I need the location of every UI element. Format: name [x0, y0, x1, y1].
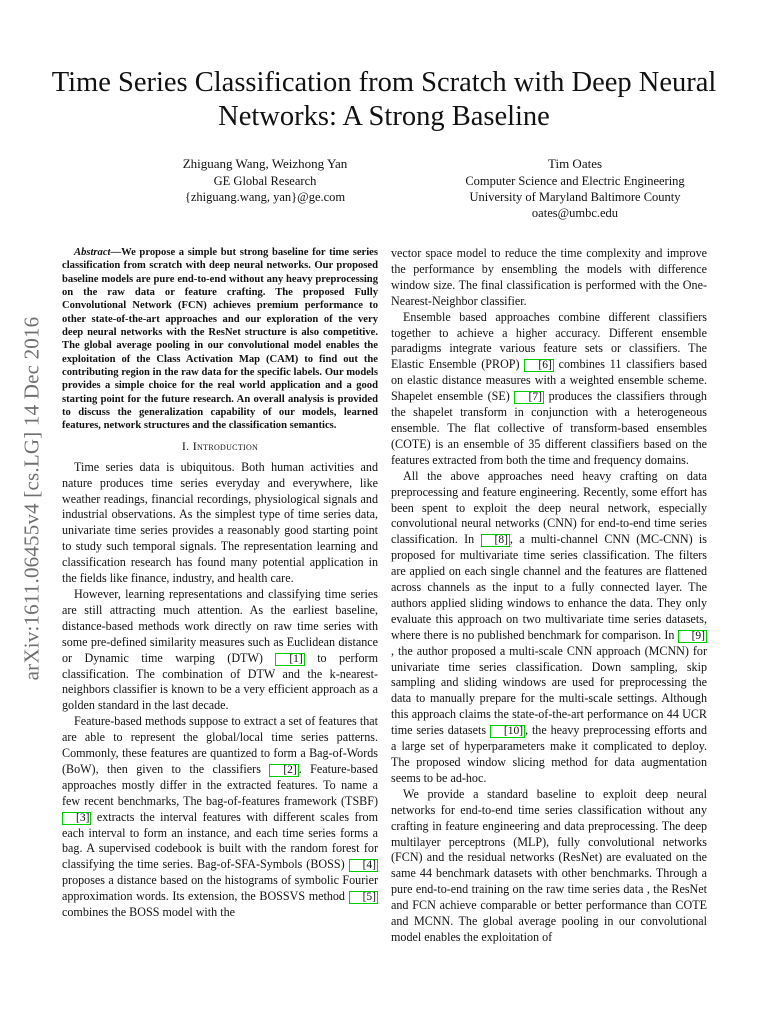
paper-title: Time Series Classification from Scratch with Deep Neural Networks: A Strong Baseline: [51, 67, 717, 132]
paragraph-text: to perform classification. The combination of DTW and the k-nearest-neighbors classifier is known to be a very efficient approach as a golden standard in the last decade.: [62, 650, 378, 713]
paragraph-text: Ensemble based approaches combine different classifiers together to achieve a higher accuracy. Different ensemble paradigms integrate various feature sets or classifiers. The Elastic Ensemble (PROP): [391, 309, 707, 372]
author-affiliation: University of Maryland Baltimore County: [469, 190, 681, 204]
paragraph-text: extracts the interval features with different scales from each interval to form an instance, and each time series forms a bag. A supervised codebook is built with the random forest for classifying the time series. Bag-of-SFA-Symbols (BOSS): [62, 809, 378, 872]
paragraph-text: However, learning representations and classifying time series are still attracting much attention. As the earliest baseline, distance-based methods work directly on raw time series with some pre-defined similarity measures such as Euclidean distance or Dynamic time warping (DTW): [62, 586, 378, 665]
abstract: [62, 246, 378, 433]
citation-link[interactable]: [6]: [524, 359, 553, 372]
author-email: {zhiguang.wang, yan}@ge.com: [184, 190, 346, 204]
paragraph-text: We provide a standard baseline to exploit deep neural networks for end-to-end time series classification without any crafting in feature engineering and data preprocessing. The deep multilayer perceptrons (MLP), fully convolutional networks (FCN) and the residual networks (ResNet) are evaluated on the same 44 benchmark datasets with other benchmarks. Through a pure end-to-end training on the raw time series data , the ResNet and FCN achieve comparable or better performance than COTE and MCNN. The global average pooling in our convolutional model enables the exploitation of: [391, 786, 707, 944]
author-department: Computer Science and Electric Engineering: [465, 174, 685, 188]
abstract-text: —We propose a simple but strong baseline for time series classification from scratch with deep neural networks. Our proposed baseline models are pure end-to-end without any heavy preprocessing on the raw data or feature crafting. The proposed Fully Convolutional Network (FCN) achieves premium performance to other state-of-the-art approaches and our exploration of the very deep neural networks with the ResNet structure is also competitive. The global average pooling in our convolutional model enables the exploitation of the Class Activation Map (CAM) to find out the contributing region in the raw data for the specific labels. Our models provides a simple choice for the real world application and a good starting point for the future research. An overall analysis is provided to discuss the generalization capability of our models, learned features, network structures and the classification semantics.: [62, 247, 378, 432]
citation-link[interactable]: [4]: [349, 859, 378, 872]
paragraph-text: Time series data is ubiquitous. Both human activities and nature produces time series everyday and everywhere, like weather readings, financial recordings, physiological signals and industrial observations. As the simplest type of time series data, univariate time series provides a reasonably good starting point to study such temporal signals. The representation learning and classification research has found many potential application in the fields like finance, industry, and health care.: [62, 459, 378, 586]
paragraph: [391, 787, 707, 946]
paragraph-text: , a multi-channel CNN (MC-CNN) is proposed for multivariate time series classification. The filters are applied on each single channel and the features are flattened across channels as the input to a fully connected layer. The authors applied sliding windows to enhance the data. They only evaluate this approach on two multivariate time series datasets, where there is no published benchmark for comparison. In: [391, 532, 707, 642]
author-block-umbc: [410, 156, 740, 221]
paragraph-text: proposes a distance based on the histograms of symbolic Fourier approximation words. Its extension, the BOSSVS method: [62, 873, 378, 904]
right-column: [391, 246, 707, 946]
author-affiliation: GE Global Research: [213, 174, 317, 188]
paragraph: [391, 469, 707, 787]
section-heading-introduction: I. Introduction: [181, 438, 259, 453]
paragraph-text: combines the BOSS model with the: [62, 905, 235, 920]
citation-link[interactable]: [9]: [678, 630, 707, 643]
paragraph-text: , the heavy preprocessing efforts and a large set of hyperparameters make it complicated to deploy. The proposed window slicing method for data augmentation seems to be ad-hoc.: [391, 723, 707, 785]
arxiv-identifier: arXiv:1611.06455v4 [cs.LG] 14 Dec 2016: [19, 316, 44, 680]
paragraph-text: , the author proposed a multi-scale CNN approach (MCNN) for univariate time series classification. Down sampling, skip sampling and sliding windows are used for preprocessing the data to manually prepare for the multi-scale settings. Although this approach claims the state-of-the-art performance on 44 UCR time series datasets: [391, 643, 707, 738]
author-names: Zhiguang Wang, Weizhong Yan: [182, 156, 348, 171]
paragraph: [62, 714, 378, 921]
citation-link[interactable]: [8]: [481, 534, 510, 547]
citation-link[interactable]: [5]: [349, 891, 378, 904]
paragraph-text: . Feature-based approaches mostly differ in the extracted features. To name a few recent benchmarks, The bag-of-features framework (TSBF): [62, 761, 378, 808]
paragraph-text: vector space model to reduce the time complexity and improve the performance by ensembling the models with difference window size. The final classification is performed with the One-Nearest-Neighbor classifier.: [391, 246, 707, 308]
arxiv-sidebar: [14, 268, 50, 728]
paragraph-text: produces the classifiers through the shapelet transform in conjunction with a heterogeneous ensemble. The flat collective of transform-based ensembles (COTE) is an ensemble of 35 different classifiers based on the features extracted from both the time and frequency domains.: [391, 389, 707, 467]
author-block-ge: [100, 156, 430, 205]
paragraph-text: Feature-based methods suppose to extract a set of features that are able to represent the global/local time series patterns. Commonly, these features are quantized to form a Bag-of-Words (BoW), then given to the classifiers: [62, 714, 378, 776]
author-email: oates@umbc.edu: [531, 206, 619, 220]
citation-link[interactable]: [7]: [514, 391, 543, 404]
left-column: [62, 246, 378, 921]
citation-link[interactable]: [10]: [490, 725, 525, 738]
paragraph: [62, 587, 378, 714]
paragraph: [62, 460, 378, 587]
paragraph-text: All the above approaches need heavy crafting on data preprocessing and feature engineering. Recently, some effort has been spent to exploit the deep neural network, especially convolutional neural networks (CNN) for end-to-end time series classification. In: [391, 468, 707, 547]
paragraph: [391, 310, 707, 469]
paragraph-text: combines 11 classifiers based on elastic distance measures with a weighted ensemble scheme. Shapelet ensemble (SE): [391, 357, 707, 404]
citation-link[interactable]: [3]: [62, 812, 91, 825]
paragraph: [391, 246, 707, 310]
abstract-label: Abstract: [74, 247, 111, 258]
citation-link[interactable]: [2]: [269, 764, 298, 777]
author-names: Tim Oates: [547, 156, 603, 171]
citation-link[interactable]: [1]: [275, 653, 304, 666]
